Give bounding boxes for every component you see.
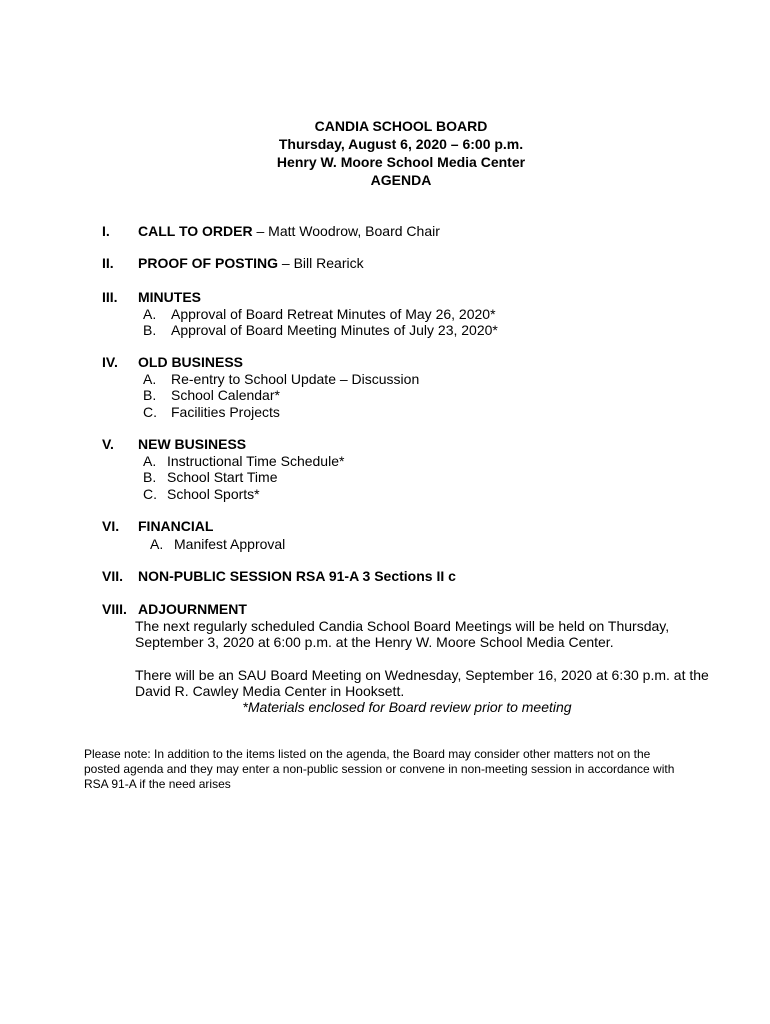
item-number: II. [102,255,114,271]
sub-item-letter: A. [143,453,157,469]
list-item [143,387,280,404]
footer-line-2: posted agenda and they may enter a non-public session or convene in non-meeting session in accordance with [84,762,675,776]
sub-item-text: Approval of Board Retreat Minutes of May 26, 2020* [171,306,496,322]
sub-item-text: School Sports* [167,486,260,502]
sub-item-text: School Start Time [167,469,278,485]
item-title: MINUTES [138,289,201,305]
sub-item-letter: C. [143,486,157,502]
item-number: III. [102,289,118,305]
sau-meeting-line-2: David R. Cawley Media Center in Hooksett. [135,683,405,699]
sub-item-letter: B. [143,322,157,338]
item-number: VI. [102,518,120,534]
list-item [143,371,419,388]
sub-item-text: Facilities Projects [171,404,280,420]
footer-line-1: Please note: In addition to the items listed on the agenda, the Board may consider other matters not on the [84,747,651,761]
item-number: VIII. [102,601,127,617]
item-detail: – Matt Woodrow, Board Chair [252,223,440,239]
sub-item-text: Re-entry to School Update – Discussion [171,371,420,387]
sau-meeting-line-1: There will be an SAU Board Meeting on Wednesday, September 16, 2020 at 6:30 p.m. at the [135,667,709,683]
list-item [143,322,498,339]
next-meeting-line-2: September 3, 2020 at 6:00 p.m. at the Henry W. Moore School Media Center. [135,634,614,650]
list-item [143,306,496,323]
next-meeting-line-1: The next regularly scheduled Candia School Board Meetings will be held on Thursday, [135,618,670,634]
sub-item-letter: C. [143,404,157,420]
sub-item-letter: A. [143,371,157,387]
sub-item-text: School Calendar* [171,387,280,403]
board-name: CANDIA SCHOOL BOARD [314,118,488,134]
sub-item-text: Approval of Board Meeting Minutes of July 23, 2020* [171,322,498,338]
meeting-location: Henry W. Moore School Media Center [276,154,526,170]
item-number: I. [102,223,110,239]
item-title: OLD BUSINESS [138,354,244,370]
sub-item-letter: B. [143,387,157,403]
item-title: FINANCIAL [138,518,214,534]
item-title: CALL TO ORDER [138,223,253,239]
footer-line-3: RSA 91-A if the need arises [84,777,231,791]
materials-note: *Materials enclosed for Board review prior to meeting [242,699,572,715]
item-title: PROOF OF POSTING [138,255,279,271]
list-item [143,486,260,503]
list-item [143,453,344,470]
list-item [143,469,278,486]
item-number: VII. [102,568,124,584]
sub-item-letter: A. [150,536,164,552]
list-item [150,536,285,553]
item-title: NEW BUSINESS [138,436,247,452]
sub-item-text: Instructional Time Schedule* [167,453,345,469]
list-item [143,404,280,421]
sub-item-letter: A. [143,306,157,322]
agenda-title: AGENDA [370,172,432,188]
item-detail: – Bill Rearick [278,255,364,271]
item-number: IV. [102,354,118,370]
item-title: ADJOURNMENT [138,601,247,617]
sub-item-text: Manifest Approval [174,536,286,552]
item-number: V. [102,436,114,452]
footer-note [84,747,724,792]
sub-item-letter: B. [143,469,157,485]
agenda-header [0,117,770,189]
meeting-date: Thursday, August 6, 2020 – 6:00 p.m. [278,136,524,152]
item-title: NON-PUBLIC SESSION RSA 91-A 3 Sections II c [138,568,456,584]
